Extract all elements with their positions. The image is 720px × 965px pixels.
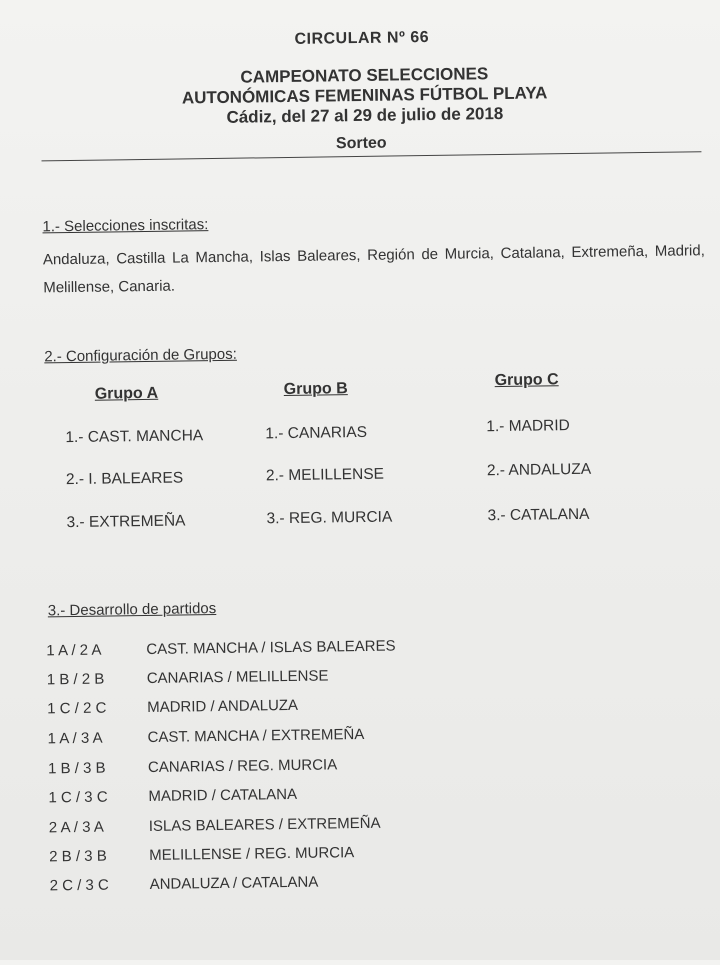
group-c-item: 1.- MADRID bbox=[486, 417, 570, 436]
match-teams: MADRID / CATALANA bbox=[148, 785, 298, 805]
section3-heading: 3.- Desarrollo de partidos bbox=[47, 600, 217, 620]
section2-heading: 2.- Configuración de Grupos: bbox=[44, 345, 237, 366]
match-code: 2 C / 3 C bbox=[49, 876, 109, 895]
match-row bbox=[48, 786, 297, 806]
match-code: 2 A / 3 A bbox=[48, 818, 105, 837]
group-a-item: 3.- EXTREMEÑA bbox=[66, 512, 186, 532]
match-teams: MADRID / ANDALUZA bbox=[147, 696, 299, 716]
title-line-3: Cádiz, del 27 al 29 de julio de 2018 bbox=[226, 103, 504, 127]
subtitle: Sorteo bbox=[335, 134, 387, 153]
match-row bbox=[47, 726, 364, 747]
section1-text: Andaluza, Castilla La Mancha, Islas Baleares, Región de Murcia, Catalana, Extremeña, Madrid, Melillense, Canaria. bbox=[42, 242, 705, 297]
section1-heading: 1.- Selecciones inscritas: bbox=[42, 216, 209, 236]
match-teams: ANDALUZA / CATALANA bbox=[149, 873, 319, 893]
group-a-item: 2.- I. BALEARES bbox=[65, 469, 184, 489]
title-line-2: AUTONÓMICAS FEMENINAS FÚTBOL PLAYA bbox=[181, 83, 548, 108]
match-row bbox=[49, 815, 381, 837]
match-teams: MELILLENSE / REG. MURCIA bbox=[149, 844, 355, 864]
match-code: 1 A / 3 A bbox=[47, 729, 103, 748]
group-b-item: 2.- MELILLENSE bbox=[265, 465, 385, 485]
match-teams: ISLAS BALEARES / EXTREMEÑA bbox=[148, 814, 381, 835]
match-teams: CANARIAS / MELILLENSE bbox=[146, 667, 329, 687]
match-row bbox=[47, 697, 298, 718]
group-b-item: 3.- REG. MURCIA bbox=[266, 508, 393, 528]
group-a-item: 1.- CAST. MANCHA bbox=[65, 427, 204, 447]
match-teams: CAST. MANCHA / EXTREMEÑA bbox=[147, 725, 365, 746]
match-code: 1 C / 3 C bbox=[48, 788, 108, 807]
group-b-heading: Grupo B bbox=[283, 380, 348, 399]
match-row bbox=[50, 874, 319, 895]
match-row bbox=[48, 756, 337, 777]
match-code: 1 A / 2 A bbox=[46, 641, 102, 660]
match-code: 1 B / 2 B bbox=[46, 670, 105, 689]
match-row bbox=[49, 844, 354, 865]
circular-number: CIRCULAR Nº 66 bbox=[294, 28, 430, 48]
match-row bbox=[46, 638, 395, 660]
match-teams: CANARIAS / REG. MURCIA bbox=[147, 756, 338, 776]
match-code: 2 B / 3 B bbox=[49, 847, 107, 866]
match-row bbox=[47, 667, 329, 688]
group-c-heading: Grupo C bbox=[494, 371, 559, 390]
group-c-item: 2.- ANDALUZA bbox=[486, 460, 592, 480]
match-code: 1 C / 2 C bbox=[47, 699, 107, 718]
group-c-item: 3.- CATALANA bbox=[487, 505, 590, 525]
match-code: 1 B / 3 B bbox=[47, 759, 106, 778]
group-b-item: 1.- CANARIAS bbox=[265, 423, 368, 443]
group-a-heading: Grupo A bbox=[94, 384, 159, 403]
title-line-1: CAMPEONATO SELECCIONES bbox=[240, 64, 489, 87]
match-teams: CAST. MANCHA / ISLAS BALEARES bbox=[146, 637, 396, 658]
